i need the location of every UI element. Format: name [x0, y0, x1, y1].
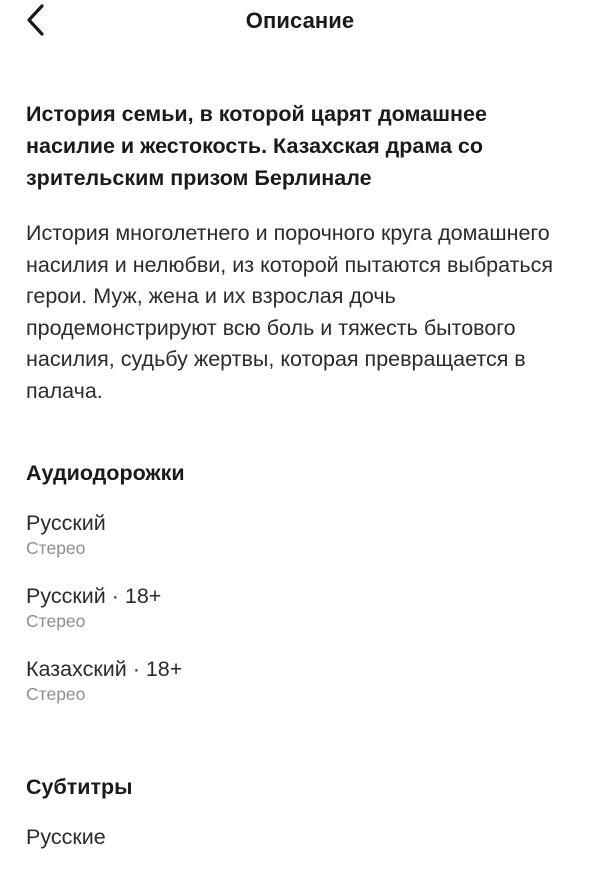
- subtitle-item[interactable]: Русские: [26, 825, 106, 849]
- audio-track-format: Стерео: [26, 684, 86, 704]
- page-title: Описание: [245, 8, 355, 33]
- audio-track-name: Казахский · 18+: [26, 657, 183, 681]
- subtitles-section: [26, 773, 570, 851]
- header-bar: [0, 0, 600, 44]
- audio-track-list: [26, 509, 570, 705]
- audio-track-item[interactable]: [26, 582, 570, 632]
- audio-track-format: Стерео: [26, 538, 86, 558]
- description-subtitle: История семьи, в которой царят домашнее насилие и жестокость. Казахская драма со зрительским призом Берлинале: [26, 102, 487, 190]
- audio-track-item[interactable]: [26, 655, 570, 705]
- description-body: История многолетнего и порочного круга домашнего насилия и нелюбви, из которой пытаются выбраться герои. Муж, жена и их взрослая дочь продемонстрируют всю боль и тяжесть бытового насилия, судьбу жертвы, которая превращается в палача.: [26, 221, 554, 403]
- audio-track-name: Русский · 18+: [26, 584, 162, 608]
- audio-track-name: Русский: [26, 511, 106, 535]
- audio-tracks-title: Аудиодорожки: [26, 461, 185, 485]
- subtitles-list: [26, 823, 570, 851]
- subtitles-title: Субтитры: [26, 775, 133, 799]
- audio-tracks-section: [26, 459, 570, 728]
- description-section: [26, 98, 570, 407]
- audio-track-format: Стерео: [26, 611, 86, 631]
- audio-track-item[interactable]: [26, 509, 570, 559]
